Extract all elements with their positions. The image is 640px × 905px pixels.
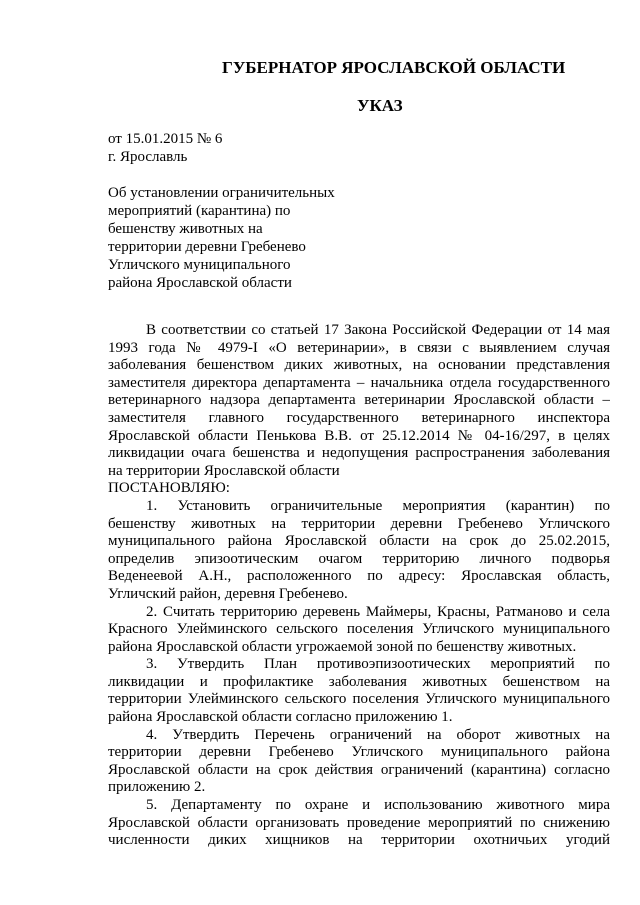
item-5-line: численности диких хищников на территории охотничьих угодий [108, 832, 610, 849]
item-5-line: 5. Департаменту по охране и использованию животного мира [146, 797, 610, 814]
item-1-line: 1. Установить ограничительные мероприятия (карантин) по [146, 497, 610, 514]
item-5-line: Ярославской области организовать проведение мероприятий по снижению [108, 814, 610, 831]
item-1-line: определив эпизоотическим очагом территорию личного подворья [108, 550, 610, 567]
item-2-line: района Ярославской области угрожаемой зоной по бешенству животных. [108, 638, 577, 655]
document-city: г. Ярославль [108, 149, 188, 165]
item-1-line: бешенству животных на территории деревни Гребенево Угличского [108, 515, 610, 532]
item-4-line: Ярославской области на срок действия ограничений (карантина) согласно [108, 761, 610, 778]
item-1-line: Угличский район, деревня Гребенево. [108, 585, 348, 602]
preamble-line: заместителя главного государственного ветеринарного инспектора [108, 409, 610, 426]
preamble-line: ликвидации очага бешенства и недопущения распространения заболевания [108, 445, 610, 462]
item-1-line: муниципального района Ярославской области на срок до 25.02.2015, [108, 533, 610, 550]
preamble-line: Ярославской области Пенькова В.В. от 25.12.2014 № 04-16/297, в целях [108, 427, 610, 444]
preamble-line: заболевания бешенством диких животных, на основании представления [108, 357, 610, 374]
item-2-line: 2. Считать территорию деревень Маймеры, Красны, Ратманово и села [146, 603, 610, 620]
subject-line: бешенству животных на [108, 221, 263, 237]
subject-line: Угличского муниципального [108, 257, 291, 273]
item-4-line: приложению 2. [108, 779, 206, 796]
document-body [108, 322, 610, 850]
item-4-line: 4. Утвердить Перечень ограничений на оборот животных на [146, 726, 610, 743]
document-type: УКАЗ [357, 96, 403, 115]
document-authority: ГУБЕРНАТОР ЯРОСЛАВСКОЙ ОБЛАСТИ [222, 58, 566, 77]
item-3-line: ликвидации и профилактике заболевания животных бешенством на [108, 673, 610, 690]
preamble-line: ветеринарного надзора департамента ветеринарии Ярославской области – [108, 392, 610, 409]
preamble-line: на территории Ярославской области [108, 462, 340, 479]
preamble-line: 1993 года № 4979-I «О ветеринарии», в связи с выявлением случая [108, 339, 610, 356]
item-4-line: территории деревни Гребенево Угличского муниципального района [108, 744, 610, 761]
subject-line: мероприятий (карантина) по [108, 203, 291, 219]
document-date-number: от 15.01.2015 № 6 [108, 131, 223, 147]
item-3-line: района Ярославской области согласно приложению 1. [108, 709, 453, 726]
item-3-line: территории Улейминского сельского поселения Угличского муниципального [108, 691, 610, 708]
preamble-line: заместителя директора департамента – начальника отдела государственного [108, 374, 610, 391]
item-3-line: 3. Утвердить План противоэпизоотических мероприятий по [146, 656, 610, 673]
document-subject [108, 184, 335, 292]
preamble-line: В соответствии со статьей 17 Закона Российской Федерации от 14 мая [146, 322, 610, 338]
subject-line: Об установлении ограничительных [108, 185, 335, 201]
decree-word: ПОСТАНОВЛЯЮ: [108, 480, 230, 497]
subject-line: территории деревни Гребенево [108, 239, 306, 255]
item-1-line: Веденеевой А.Н., расположенного по адресу: Ярославская область, [108, 568, 610, 585]
subject-line: района Ярославской области [108, 275, 292, 291]
item-2-line: Красного Улейминского сельского поселения Угличского муниципального [108, 621, 610, 638]
